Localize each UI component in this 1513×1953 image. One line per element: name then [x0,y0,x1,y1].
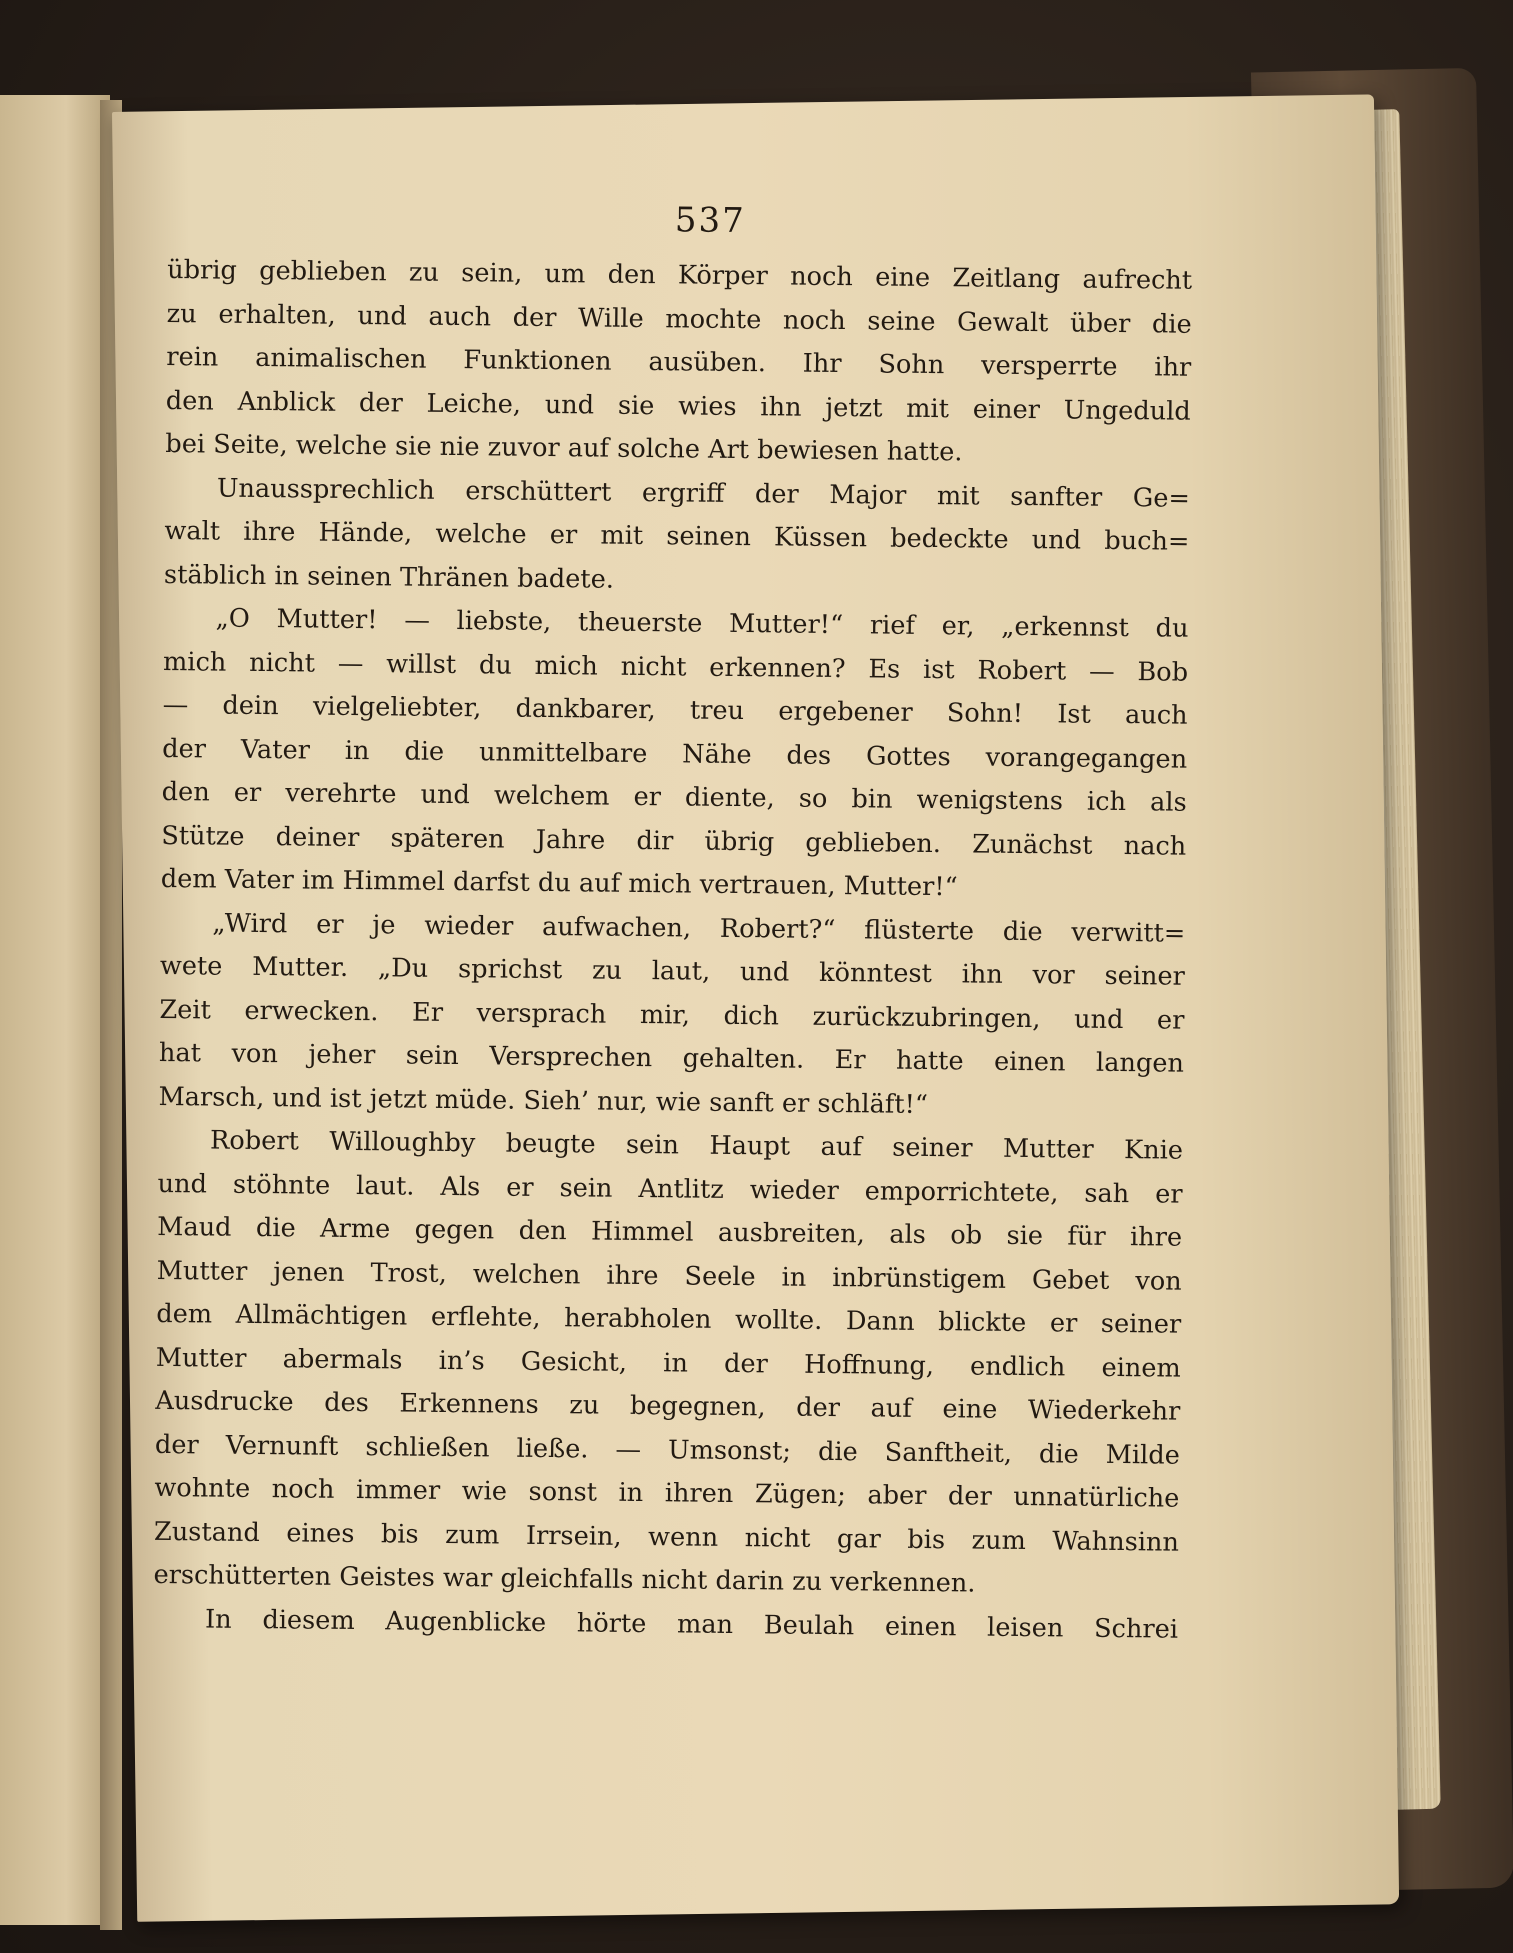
text-line: stäblich in seinen Thränen badete. [163,559,615,595]
text-line: Marsch, und ist jetzt müde. Sieh’ nur, wie sanft er schläft!“ [158,1081,929,1120]
text-line: zu erhalten, und auch der Wille mochte noch seine Gewalt über die [166,298,1192,340]
text-line: In diesem Augenblicke hörte man Beulah einen leisen Schrei [204,1603,1179,1645]
text-line: Unaussprechlich erschüttert ergriff der Major mit sanfter Ge= [216,473,1191,514]
text-line: rein animalischen Funktionen ausüben. Ihr Sohn versperrte ihr [166,341,1192,383]
text-line: erschütterten Geistes war gleichfalls nicht darin zu verkennen. [153,1559,976,1599]
text-line: bei Seite, welche sie nie zuvor auf solche Art bewiesen hatte. [165,428,963,468]
text-line: mich nicht — willst du mich nicht erkennen? Es ist Robert — Bob [162,646,1189,688]
text-line: hat von jeher sein Versprechen gehalten. Er hatte einen langen [158,1037,1185,1079]
text-line: dem Allmächtigen erflehte, herabholen wollte. Dann blickte er seiner [156,1298,1182,1340]
text-line: walt ihre Hände, welche er mit seinen Küssen bedeckte und buch= [164,515,1190,557]
text-line: Zustand eines bis zum Irrsein, wenn nicht gar bis zum Wahnsinn [153,1516,1180,1558]
text-line: der Vernunft schließen ließe. — Umsonst; die Sanftheit, die Milde [154,1429,1181,1471]
text-line: Mutter abermals in’s Gesicht, in der Hoffnung, endlich einem [155,1342,1181,1384]
text-line: und stöhnte laut. Als er sein Antlitz wieder emporrichtete, sah er [157,1168,1183,1210]
text-line: der Vater in die unmittelbare Nähe des Gottes vorangegangen [162,733,1188,775]
paragraphs-container [153,249,1193,1652]
text-line: den Anblick der Leiche, und sie wies ihn jetzt mit einer Ungeduld [165,385,1191,427]
text-line: wohnte noch immer wie sonst in ihren Zügen; aber der unnatürliche [154,1472,1180,1514]
text-line: dem Vater im Himmel darfst du auf mich vertrauen, Mutter!“ [160,863,958,903]
text-line: übrig geblieben zu sein, um den Körper noch eine Zeitlang aufrecht [167,254,1193,296]
text-line: Maud die Arme gegen den Himmel ausbreiten, als ob sie für ihre [157,1211,1183,1253]
text-line: den er verehrte und welchem er diente, so bin wenigstens ich als [161,776,1187,818]
text-line: wete Mutter. „Du sprichst zu laut, und könntest ihn vor seiner [159,950,1186,992]
text-line: — dein vielgeliebter, dankbarer, treu ergebener Sohn! Ist auch [162,689,1188,731]
text-line: „O Mutter! — liebste, theuerste Mutter!“ rief er, „erkennst du [215,603,1189,644]
left-page-edge [0,95,110,1925]
paragraph [153,1119,1183,1608]
text-line: Stütze deiner späteren Jahre dir übrig geblieben. Zunächst nach [161,820,1187,862]
paragraph [164,466,1190,607]
paragraph [161,597,1189,912]
text-line: „Wird er je wieder aufwachen, Robert?“ flüsterte die verwitt= [212,908,1186,949]
text-line: Robert Willoughby beugte sein Haupt auf seiner Mutter Knie [209,1125,1184,1166]
text-line: Mutter jenen Trost, welchen ihre Seele in inbrünstigem Gebet von [156,1255,1182,1297]
paragraph [158,901,1185,1129]
paragraph [165,249,1192,477]
page-number: 537 [674,200,746,242]
page-text-block [153,195,1193,1652]
text-line: Zeit erwecken. Er versprach mir, dich zurückzubringen, und er [159,994,1185,1036]
text-line: Ausdrucke des Erkennens zu begegnen, der auf eine Wiederkehr [155,1385,1181,1427]
